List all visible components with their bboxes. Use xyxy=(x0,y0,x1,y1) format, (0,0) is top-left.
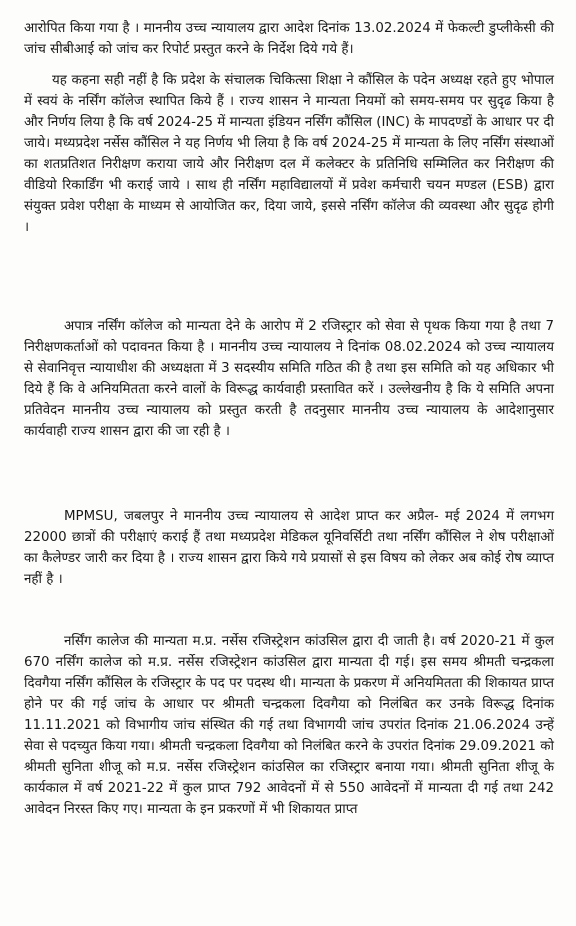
paragraph-registrar-action: अपात्र नर्सिंग कॉलेज को मान्यता देने के आरोप में 2 रजिस्ट्रार को सेवा से पृथक किया गया है तथा 7 निरीक्षणकर्ताओं को पदावनत किया है । माननीय उच्च न्यायालय ने दिनांक 08.02.2024 को उच्च न्यायालय से सेवानिवृत्त न्यायाधीश की अध्यक्षता में 3 सदस्यीय समिति गठित की है तथा इस समिति को यह अधिकार भी दिये हैं कि वे अनियमितता करने वालों के विरूद्ध कार्यवाही प्रस्तावित करें । उल्लेखनीय है कि ये समिति अपना प्रतिवेदन माननीय उच्च न्यायालय को प्रस्तुत करती है तदनुसार माननीय उच्च न्यायालय के आदेशानुसार कार्यवाही राज्य शासन द्वारा की जा रही है । xyxy=(24,319,554,439)
paragraph-recognition-rules: यह कहना सही नहीं है कि प्रदेश के संचालक चिकित्सा शिक्षा ने कौंसिल के पदेन अध्यक्ष रहते हुए भोपाल में स्वयं के नर्सिंग कॉलेज स्थापित किये हैं । राज्य शासन ने मान्यता नियमों को समय-समय पर सुदृढ किया है और निर्णय लिया है कि वर्ष 2024-25 में मान्यता इंडियन नर्सिंग कौंसिल (INC) के मापदण्डों के आधार पर दी जाये। मध्यप्रदेश नर्सेस कौंसिल ने यह निर्णय भी लिया है कि वर्ष 2024-25 में मान्यता के लिए नर्सिंग संस्थाओं का शतप्रतिशत निरीक्षण कराया जाये और निरीक्षण दल में कलेक्टर के प्रतिनिधि सम्मिलित कर निरीक्षण की वीडियो रिकार्डिंग भी कराई जाये । साथ ही नर्सिंग महाविद्यालयों में प्रवेश कर्मचारी चयन मण्डल (ESB) द्वारा संयुक्त प्रवेश परीक्षा के माध्यम से आयोजित कर, दिया जाये, इससे नर्सिंग कॉलेज की व्यवस्था और सुदृढ होगी । xyxy=(24,73,554,235)
paragraph-mpmsu-exams: MPMSU, जबलपुर ने माननीय उच्च न्यायालय से आदेश प्राप्त कर अप्रैल- मई 2024 में लगभग 22000 छात्रों की परीक्षाएं कराई हैं तथा मध्यप्रदेश मेडिकल यूनिवर्सिटी तथा नर्सिंग कौंसिल ने शेष परीक्षाओं का कैलेण्डर जारी कर दिया है । राज्य शासन द्वारा किये गये प्रयासों से इस विषय को लेकर अब कोई रोष व्याप्त नहीं है । xyxy=(24,509,554,587)
paragraph-nursing-recognition: नर्सिंग कालेज की मान्यता म.प्र. नर्सेस रजिस्ट्रेशन कांउसिल द्वारा दी जाती है। वर्ष 2020-21 में कुल 670 नर्सिंग कालेज को म.प्र. नर्सेस रजिस्ट्रेशन कांउसिल द्वारा मान्यता दी गई। इस समय श्रीमती चन्द्रकला दिवगैया नर्सिंग कौंसिल के रजिस्ट्रार के पद पर पदस्थ थी। मान्यता के प्रकरण में अनियमितता की शिकायत प्राप्त होने पर की गई जांच के आधार पर श्रीमती चन्द्रकला दिवगैया को निलंबित कर उनके विरूद्ध दिनांक 11.11.2021 को विभागीय जांच संस्थित की गई तथा विभागयी जांच उपरांत दिनांक 21.06.2024 उन्हें सेवा से पदच्युत किया गया। श्रीमती चन्द्रकला दिवगैया को निलंबित करने के उपरांत दिनांक 29.09.2021 को श्रीमती सुनिता शीजू को म.प्र. नर्सेस रजिस्ट्रेशन कांउसिल का रजिस्ट्रार बनाया गया। श्रीमती सुनिता शीजू के कार्यकाल में वर्ष 2021-22 में कुल प्राप्त 792 आवेदनों में से 550 आवेदनों में मान्यता दी गई तथा 242 आवेदन निरस्त किए गए। मान्यता के इन प्रकरणों में भी शिकायत प्राप्त xyxy=(24,634,554,817)
paragraph-cbi-inquiry: आरोपित किया गया है । माननीय उच्च न्यायालय द्वारा आदेश दिनांक 13.02.2024 में फेकल्टी डुप्लीकेसी की जांच सीबीआई को जांच कर रिपोर्ट प्रस्तुत करने के निर्देश दिये गये हैं। xyxy=(24,21,554,57)
